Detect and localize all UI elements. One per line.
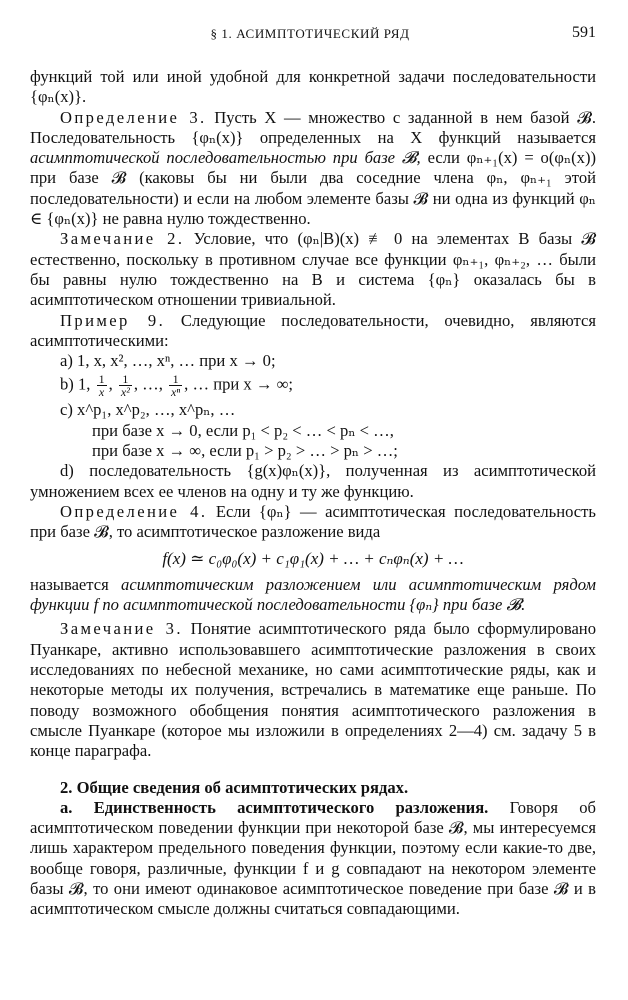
example-9-text: Следующие последовательности, очевидно, являются асимптотическими: bbox=[30, 310, 596, 350]
list-item-c-base-zero: при базе x → 0, если p₁ < p₂ < … < pₙ < …, bbox=[92, 420, 394, 440]
paragraph-continuation: функций той или иной удобной для конкретной задачи последовательности {φₙ(x)}. bbox=[30, 67, 596, 107]
subsection-2a-heading: a. Единственность асимптотического разложения. bbox=[60, 797, 489, 817]
definition-4 bbox=[30, 502, 596, 543]
remark-2 bbox=[30, 229, 596, 310]
example-9 bbox=[30, 311, 596, 352]
definition-3-text-a: Пусть X — множество с заданной в нем базой 𝓑. Последовательность {φₙ(x)} определенных на X функций называется bbox=[30, 107, 596, 147]
subsection-2a bbox=[30, 798, 596, 920]
asymptotic-expansion-formula: f(x) ≃ c₀φ₀(x) + c₁φ₁(x) + … + cₙφₙ(x) + … bbox=[162, 548, 464, 568]
fraction-1-over-x bbox=[97, 373, 107, 398]
fraction-numerator: 1 bbox=[98, 372, 105, 387]
remark-3 bbox=[30, 619, 596, 761]
section-gap bbox=[30, 762, 596, 778]
fraction-1-over-xn bbox=[169, 373, 182, 398]
list-item-b bbox=[30, 373, 596, 398]
list-item-d: d) последовательность {g(x)φₙ(x)}, полученная из асимптотической умножением всех ее членов на одну и ту же функцию. bbox=[30, 461, 596, 501]
subsection-2a-text: Говоря об асимптотическом поведении функции при некоторой базе 𝓑, мы интересуемся лишь характером предельного поведения функции, поэтому если какие-то две, вообще говоря, различные, функции f и g совпадают на некотором элементе базы 𝓑, то они имеют одинаковое асимптотическое поведение при базе 𝓑 и в асимптотическом смысле должны считаться совпадающими. bbox=[30, 797, 596, 919]
page-body bbox=[30, 67, 596, 920]
list-item-b-prefix: b) 1, bbox=[60, 374, 91, 394]
ellipsis: , …, bbox=[133, 374, 163, 394]
remark-3-label: Замечание 3. bbox=[60, 619, 183, 639]
remark-2-text: Условие, что (φₙ|B)(x) ≢ 0 на элементах B базы 𝓑 естественно, поскольку в противном случае все функции φₙ₊₁, φₙ₊₂, … были бы равны нулю тождественно на B и система {φₙ} оказалась бы в асимптотическом отношении тривиальной. bbox=[30, 229, 596, 310]
remark-3-text: Понятие асимптотического ряда было сформулировано Пуанкаре, активно использовавшего асимптотические разложения в своих исследованиях по небесной механике, но сами асимптотические ряды, как и некоторые методы их получения, встречались в математике еще раньше. По поводу возможного обобщения понятия асимптотического разложения в смысле Пуанкаре (которое мы изложили в определениях 2—4) см. задачу 5 в конце параграфа. bbox=[30, 619, 596, 761]
fraction-denominator: xⁿ bbox=[171, 385, 181, 400]
fraction-denominator: x bbox=[98, 385, 105, 400]
remark-2-label: Замечание 2. bbox=[60, 229, 185, 249]
list-item-c-base-infinity: при базе x → ∞, если p₁ > p₂ > … > pₙ > …; bbox=[92, 441, 398, 461]
definition-3-term: асимптотической последовательностью при базе 𝓑, bbox=[30, 148, 421, 168]
fraction-numerator: 1 bbox=[169, 373, 182, 386]
definition-3-label: Определение 3. bbox=[60, 107, 207, 127]
separator: , bbox=[108, 374, 113, 394]
list-item-c: c) x^p₁, x^p₂, …, x^pₙ, … bbox=[60, 400, 236, 420]
fraction-denominator: x² bbox=[120, 385, 130, 400]
definition-4-term: асимптотическим разложением или асимптотическим рядом функции f по асимптотической последовательности {φₙ} при базе 𝓑. bbox=[30, 574, 596, 615]
definition-3-text-b: если φₙ₊₁(x) = o(φₙ(x)) при базе 𝓑 (каковы бы ни были два соседние члена φₙ, φₙ₊₁ этой последовательности) и если на любом элементе базы 𝓑 ни одна из функций φₙ ∈ {φₙ(x)} не равна нулю тождественно. bbox=[30, 148, 597, 229]
definition-4-text: Если {φₙ} — асимптотическая последовательность при базе 𝓑, то асимптотическое разложение вида bbox=[30, 501, 596, 542]
fraction-1-over-x2 bbox=[119, 373, 132, 398]
definition-4-label: Определение 4. bbox=[60, 501, 208, 521]
definition-3 bbox=[30, 108, 596, 230]
running-header-title: § 1. АСИМПТОТИЧЕСКИЙ РЯД bbox=[210, 26, 410, 41]
list-item-a: a) 1, x, x², …, xⁿ, … при x → 0; bbox=[60, 351, 276, 371]
fraction-numerator: 1 bbox=[119, 373, 132, 386]
list-item-b-suffix: при x → ∞; bbox=[213, 374, 294, 394]
section-2-heading: 2. Общие сведения об асимптотических рядах. bbox=[60, 777, 409, 797]
example-9-label: Пример 9. bbox=[60, 310, 166, 330]
tail-ellipsis: , … bbox=[184, 374, 210, 394]
definition-4-after: называется bbox=[30, 574, 109, 594]
definition-4-continuation bbox=[30, 575, 596, 616]
page-number: 591 bbox=[572, 24, 596, 41]
